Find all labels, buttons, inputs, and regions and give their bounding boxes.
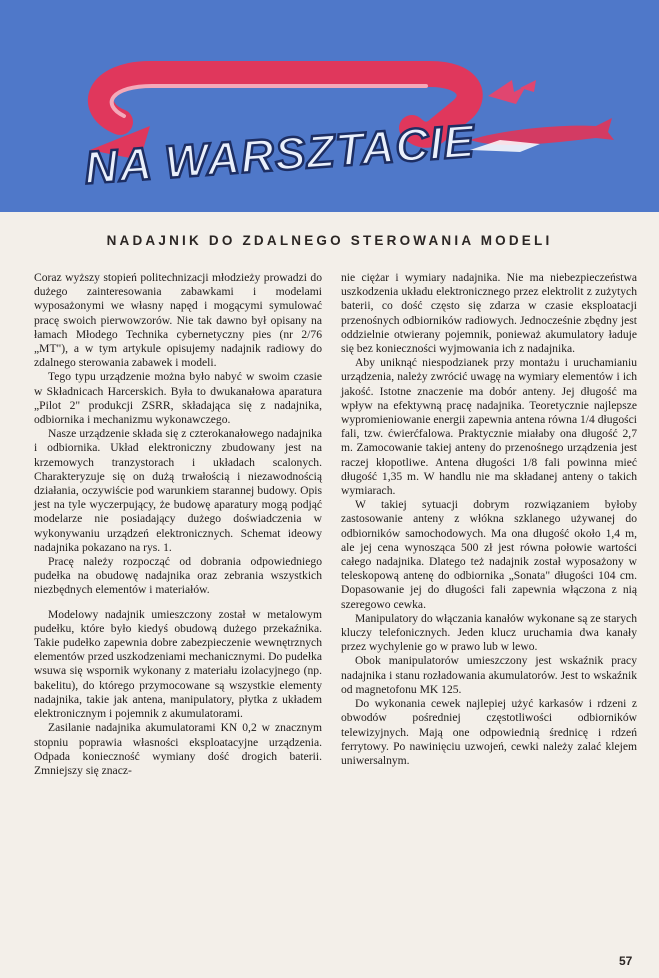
article-heading: NADAJNIK DO ZDALNEGO STEROWANIA MODELI	[106, 233, 553, 248]
paragraph: Nasze urządzenie składa się z czterokanałowego nadajnika i odbiornika. Układ elektroniczny zbudowany jest na krzemowych tranzystorach i układach scalonych. Charakteryzuje się on dużą trwałością i niezawodnością działania, oczywiście pod warunkiem starannej budowy. Opis jest na tyle wyczerpujący, że budowę aparatury mogą podjąć modelarze nie posiadający dużego doświadczenia w wykonywaniu urządzeń elektronicznych. Schemat ideowy nadajnika pokazano na rys. 1.	[34, 427, 322, 554]
paragraph: Zasilanie nadajnika akumulatorami KN 0,2 w znacznym stopniu poprawia własności eksploatacyjne urządzenia. Odpada konieczność wymiany dość drogich baterii. Zmniejszy się znacz-	[34, 721, 322, 777]
paragraph: Aby uniknąć niespodzianek przy montażu i uruchamianiu urządzenia, należy zwrócić uwagę na wymiary elementów i ich jakość. Istotne znaczenie ma dobór anteny. Jej długość ma wpływ na efektywną pracę nadajnika. Teoretycznie najlepsze wypromieniowanie energii zapewnia antena równa 1/4 długości fali, tzw. ćwierćfalowa. Praktycznie miałaby ona długość 2,7 m. Zamocowanie takiej anteny do przenośnego urządzenia jest raczej kłopotliwe. Antena długości 1/8 fali powinna mieć długość 1,35 m. W handlu nie ma składanej anteny o takich wymiarach.	[341, 356, 637, 498]
paragraph: Manipulatory do włączania kanałów wykonane są ze starych kluczy telefonicznych. Jeden klucz uruchamia dwa kanały przez wychylenie go w prawo lub w lewo.	[341, 611, 637, 654]
paragraph: Pracę należy rozpocząć od dobrania odpowiedniego pudełka na obudowę nadajnika oraz zebrania wszystkich niezbędnych elementów i materiałów.	[34, 555, 322, 597]
page-number: 57	[619, 954, 633, 968]
paragraph: Do wykonania cewek najlepiej użyć karkasów i rdzeni z obwodów pośredniej częstotliwości odbiorników telewizyjnych. Mają one odpowiednią średnicę i rdzeń ferrytowy. Po nawinięciu uzwojeń, cewki należy zalać klejem uniwersalnym.	[341, 697, 637, 767]
header-banner	[0, 0, 659, 212]
article-column-right	[341, 271, 637, 768]
paragraph: Tego typu urządzenie można było nabyć w swoim czasie w Składnicach Harcerskich. Była to dwukanałowa aparatura „Pilot 2" produkcji ZSRR, składająca się z nadajnika, odbiornika i mechanizmu wykonawczego.	[34, 370, 322, 427]
article-column-left	[34, 271, 322, 778]
paragraph: Coraz wyższy stopień politechnizacji młodzieży prowadzi do dużego zainteresowania zabawkami i modelami wyposażonymi we własny napęd i mogącymi symulować pracę swoich pierwowzorów. Nie tak dawno był opisany na łamach Młodego Technika cybernetyczny pies (nr 2/76 „MT"), a w tym artykule opisujemy nadajnik radiowy do zdalnego sterowania zabawek i modeli.	[34, 271, 322, 370]
paragraph: nie ciężar i wymiary nadajnika. Nie ma niebezpieczeństwa uszkodzenia układu elektronicznego przez elektrolit z zużytych baterii, co dość często się zdarza w czasie eksploatacji przenośnych odbiorników radiowych. Jednocześnie zbędny jest oddzielnie otwierany pojemnik, ponieważ akumulatory ładuje się bez konieczności wyjmowania ich z nadajnika.	[341, 271, 637, 356]
ribbon-inner	[112, 86, 426, 116]
banner-title: NA WARSZTACIE	[82, 114, 477, 194]
bird-icon	[488, 80, 526, 104]
paragraph: Obok manipulatorów umieszczony jest wskaźnik pracy nadajnika i stanu rozładowania akumulatorów. Jest to wskaźnik od magnetofonu MK 125.	[341, 654, 637, 696]
paragraph: W takiej sytuacji dobrym rozwiązaniem byłoby zastosowanie anteny z włókna szklanego używanej do odbiorników samochodowych. Ma ona długość około 1,4 m, ale jej cena wynosząca 500 zł jest równa połowie wartości całego nadajnika. Dlatego też nadajnik został wyposażony w teleskopową antenę do odbiornika „Sonata" długości 104 cm. Dopasowanie jej do długości fali zapewnia włączona z nią szeregowo cewka.	[341, 498, 637, 611]
rocket-icon	[470, 118, 614, 145]
paragraph: Modelowy nadajnik umieszczony został w metalowym pudełku, które było kiedyś obudową dużego przekaźnika. Takie pudełko zapewnia dobre zabezpieczenie wewnętrznych elementów przed uszkodzeniami mechanicznymi. Do pudełka wsuwa się wspornik wykonany z materiału izolacyjnego (np. bakelitu), do którego przymocowane są wszystkie elementy nadajnika, takie jak antena, manipulatory, płytka z układem elektronicznym i pojemnik z akumulatorami.	[34, 607, 322, 721]
banner-illustration	[0, 0, 659, 212]
